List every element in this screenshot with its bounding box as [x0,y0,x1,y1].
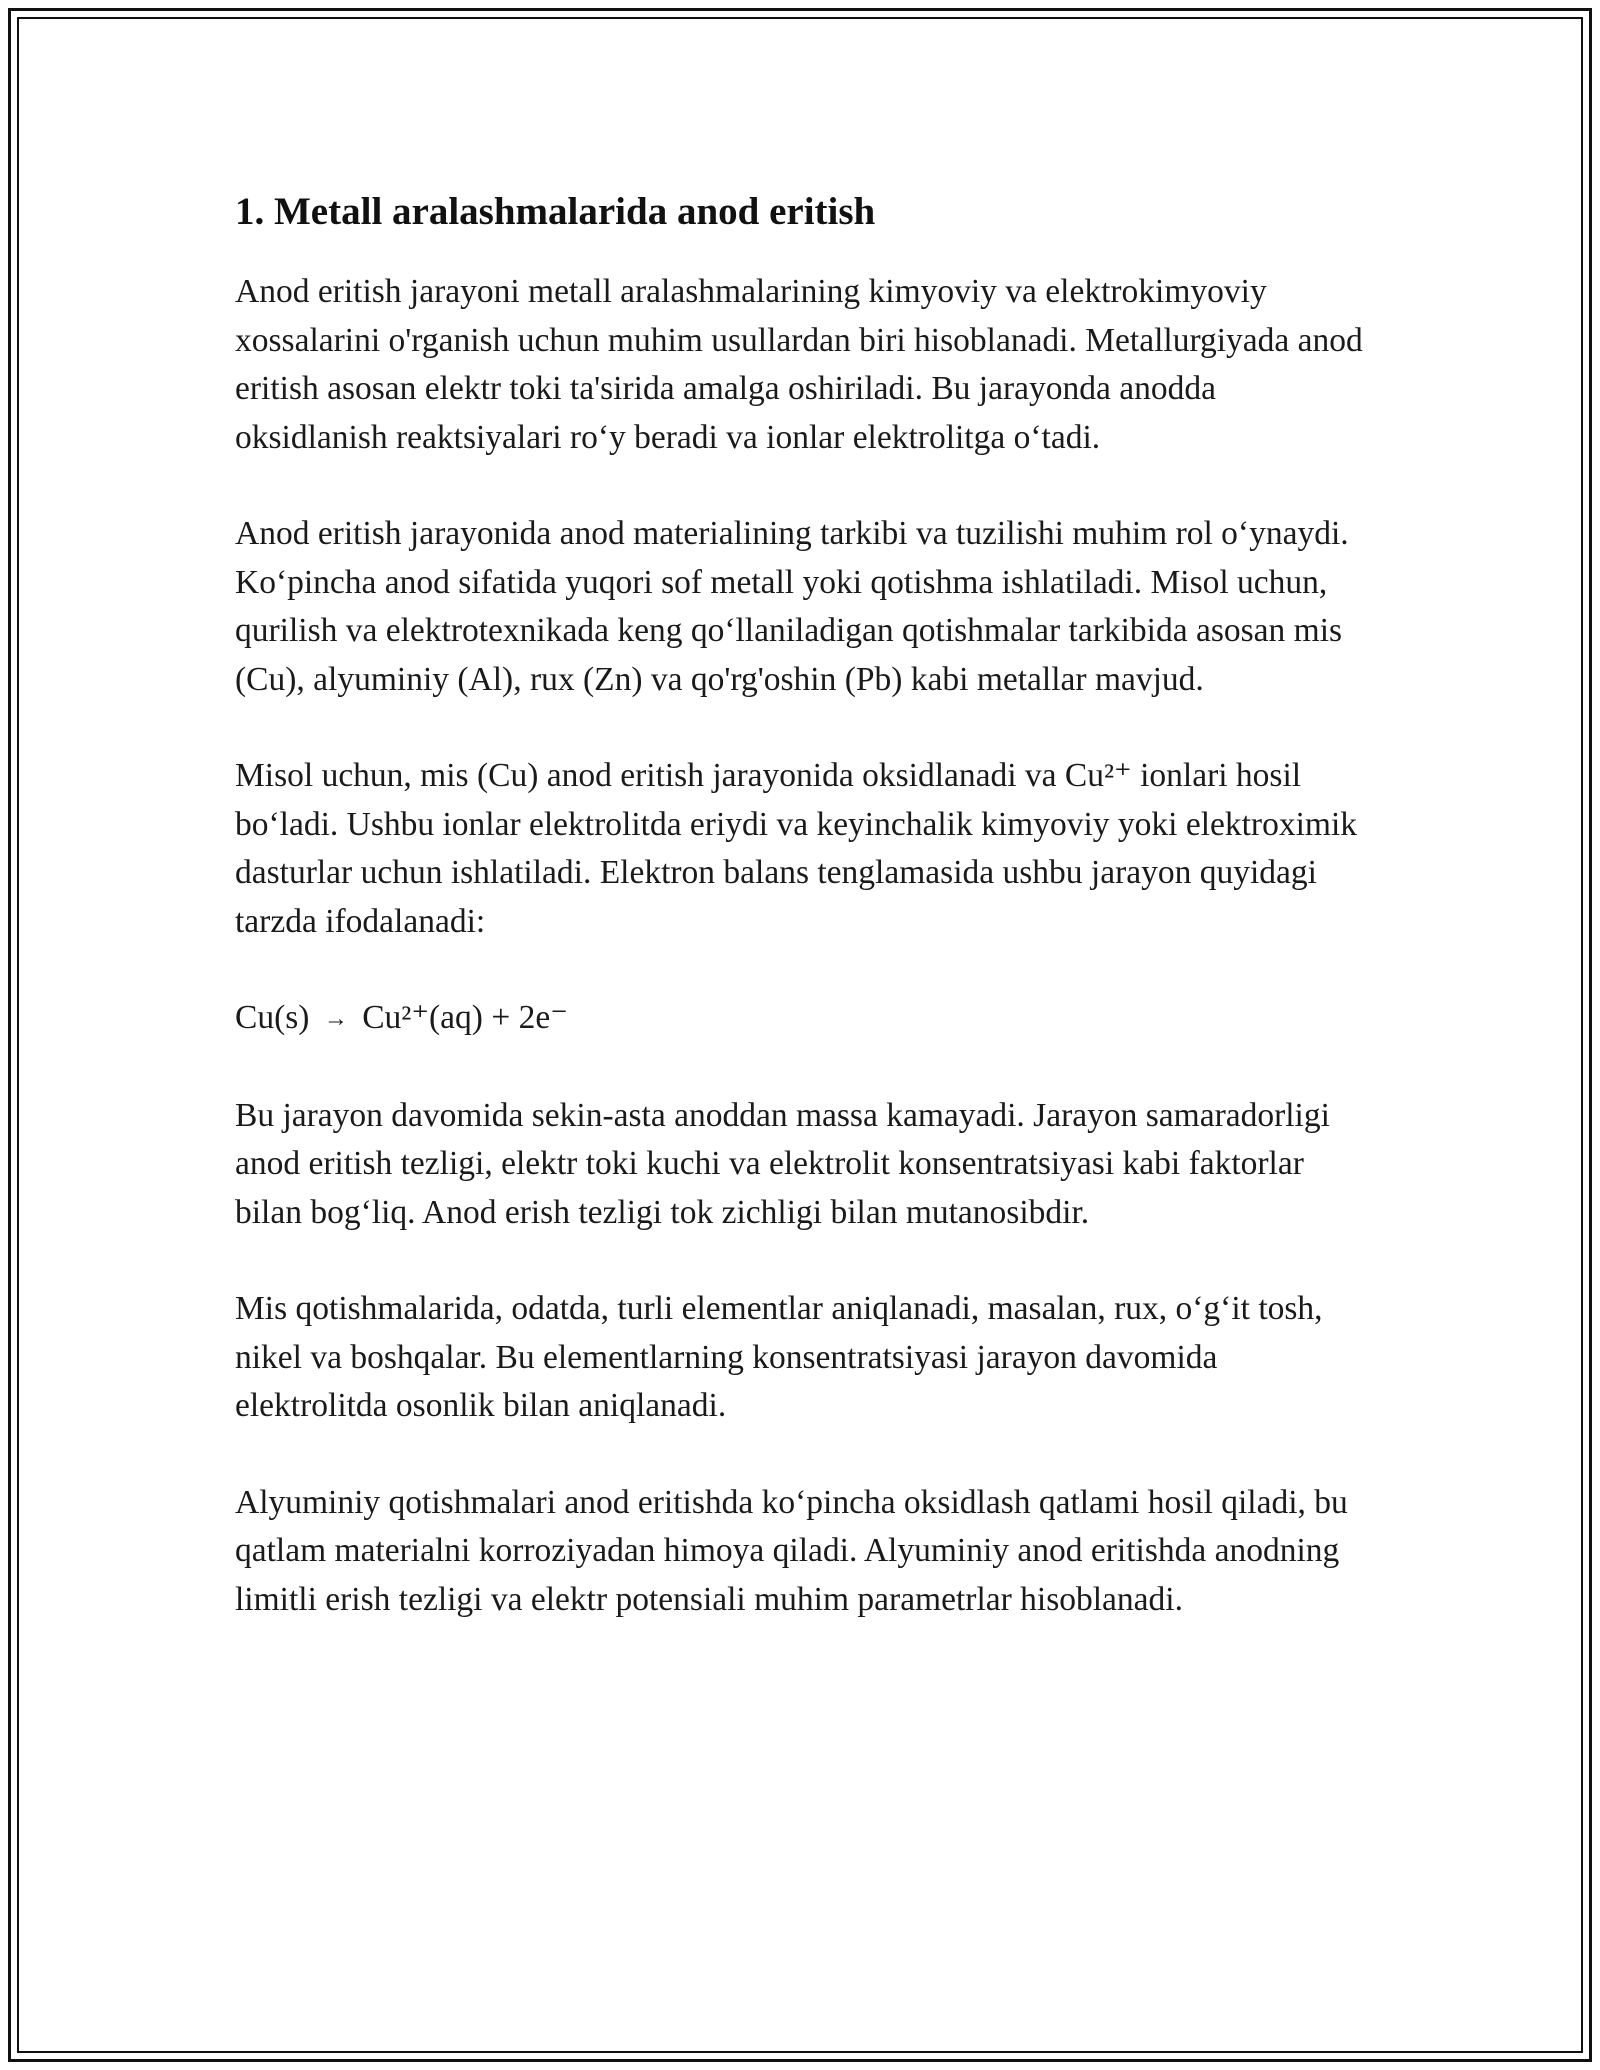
equation-products: Cu²⁺(aq) + 2e⁻ [362,999,568,1036]
section-heading: 1. Metall aralashmalarida anod eritish [235,190,876,233]
paragraph-aluminium-alloys: Alyuminiy qotishmalari anod eritishda ko‘pincha oksidlash qatlami hosil qiladi, bu qatlam materialni korroziyadan himoya qiladi. Alyuminiy anod eritishda anodning limitli erish tezligi va elektr potensiali muhim parametrlar hisoblanadi. [235,1483,1348,1618]
paragraph-copper-example: Misol uchun, mis (Cu) anod eritish jarayonida oksidlanadi va Cu²⁺ ionlari hosil bo‘ladi. Ushbu ionlar elektrolitda eriydi va keyinchalik kimyoviy yoki elektroximik dasturlar uchun ishlatiladi. Elektron balans tenglamasida ushbu jarayon quyidagi tarzda ifodalanadi: [235,757,1358,940]
paragraph-mass-loss: Bu jarayon davomida sekin-asta anoddan massa kamayadi. Jarayon samaradorligi anod eritish tezligi, elektr toki kuchi va elektrolit konsentratsiyasi kabi faktorlar bilan bog‘liq. Anod erish tezligi tok zichligi bilan mutanosibdir. [235,1096,1330,1231]
equation-arrow: → [323,1006,348,1032]
equation-reactant: Cu(s) [235,999,310,1036]
paragraph-anode-material: Anod eritish jarayonida anod materialining tarkibi va tuzilishi muhim rol o‘ynaydi. Ko‘pincha anod sifatida yuqori sof metall yoki qotishma ishlatiladi. Misol uchun, qurilish va elektrotexnikada keng qo‘llaniladigan qotishmalar tarkibida asosan mis (Cu), alyuminiy (Al), rux (Zn) va qo'rg'oshin (Pb) kabi metallar mavjud. [235,515,1349,698]
paragraph-intro: Anod eritish jarayoni metall aralashmalarining kimyoviy va elektrokimyoviy xossalarini o'rganish uchun muhim usullardan biri hisoblanadi. Metallurgiyada anod eritish asosan elektr toki ta'sirida amalga oshiriladi. Bu jarayonda anodda oksidlanish reaktsiyalari ro‘y beradi va ionlar elektrolitga o‘tadi. [235,273,1363,456]
paragraph-copper-alloys: Mis qotishmalarida, odatda, turli elementlar aniqlanadi, masalan, rux, o‘g‘it tosh, nikel va boshqalar. Bu elementlarning konsentratsiyasi jarayon davomida elektrolitda osonlik bilan aniqlanadi. [235,1290,1323,1424]
document-body [235,186,1375,1672]
reaction-equation [235,994,1375,1044]
